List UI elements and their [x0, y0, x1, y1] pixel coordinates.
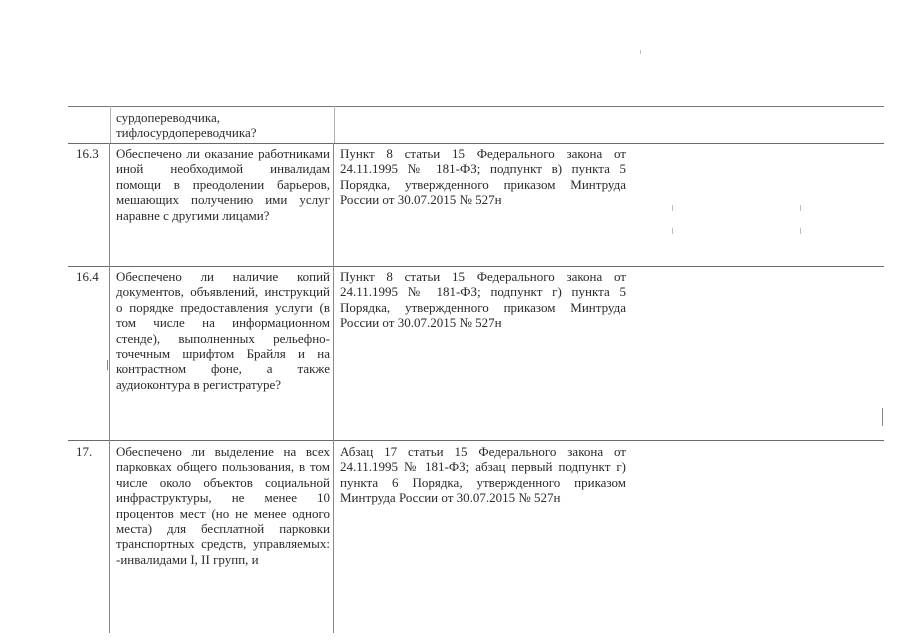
item-number: 16.4 — [76, 269, 99, 284]
scan-speck — [640, 50, 641, 54]
question-text: Обеспечено ли оказание работниками иной необходимой инвалидам помощи в преодолении барьеров, мешающих получению ими услуг наравне с другими лицами? — [116, 146, 330, 223]
scan-speck — [672, 228, 673, 234]
question-text: Обеспечено ли наличие копий документов, объявлений, инструкций о порядке предоставления услуги (в том числе на информационном стенде), выполненных рельефно-точечным шрифтом Брайля и на контрастном фоне, а также аудиоконтура в регистратуре? — [116, 269, 330, 392]
scan-speck — [107, 360, 108, 370]
scan-speck — [800, 205, 801, 211]
column-divider — [110, 106, 111, 143]
row-divider — [68, 440, 884, 441]
question-text: сурдопереводчика, тифлосурдопереводчика? — [116, 110, 257, 141]
legal-reference: Пункт 8 статьи 15 Федерального закона от 24.11.1995 № 181-ФЗ; подпункт в) пункта 5 Порядка, утвержденного приказом Минтруда России от 30.07.2015 № 527н — [340, 146, 626, 208]
table-top-border — [68, 106, 884, 107]
row-divider — [68, 266, 884, 267]
item-number: 17. — [76, 444, 93, 459]
item-number: 16.3 — [76, 146, 99, 161]
scan-speck — [672, 205, 673, 211]
column-divider — [109, 143, 110, 633]
legal-reference: Пункт 8 статьи 15 Федерального закона от 24.11.1995 № 181-ФЗ; подпункт г) пункта 5 Порядка, утвержденного приказом Минтруда России от 30.07.2015 № 527н — [340, 269, 626, 331]
column-divider — [334, 106, 335, 143]
column-divider — [333, 143, 334, 633]
legal-reference: Абзац 17 статьи 15 Федерального закона от 24.11.1995 № 181-ФЗ; абзац первый подпункт г) пункта 6 Порядка, утвержденного приказом Минтруда России от 30.07.2015 № 527н — [340, 444, 626, 506]
scan-speck — [800, 228, 801, 234]
row-divider — [68, 143, 884, 144]
scan-speck — [882, 408, 883, 426]
question-text: Обеспечено ли выделение на всех парковках общего пользования, в том числе около объектов социальной инфраструктуры, не менее 10 процентов мест (но не менее одного места) для бесплатной парковки транспортных средств, управляемых: -инвалидами I, II групп, и — [116, 444, 330, 567]
